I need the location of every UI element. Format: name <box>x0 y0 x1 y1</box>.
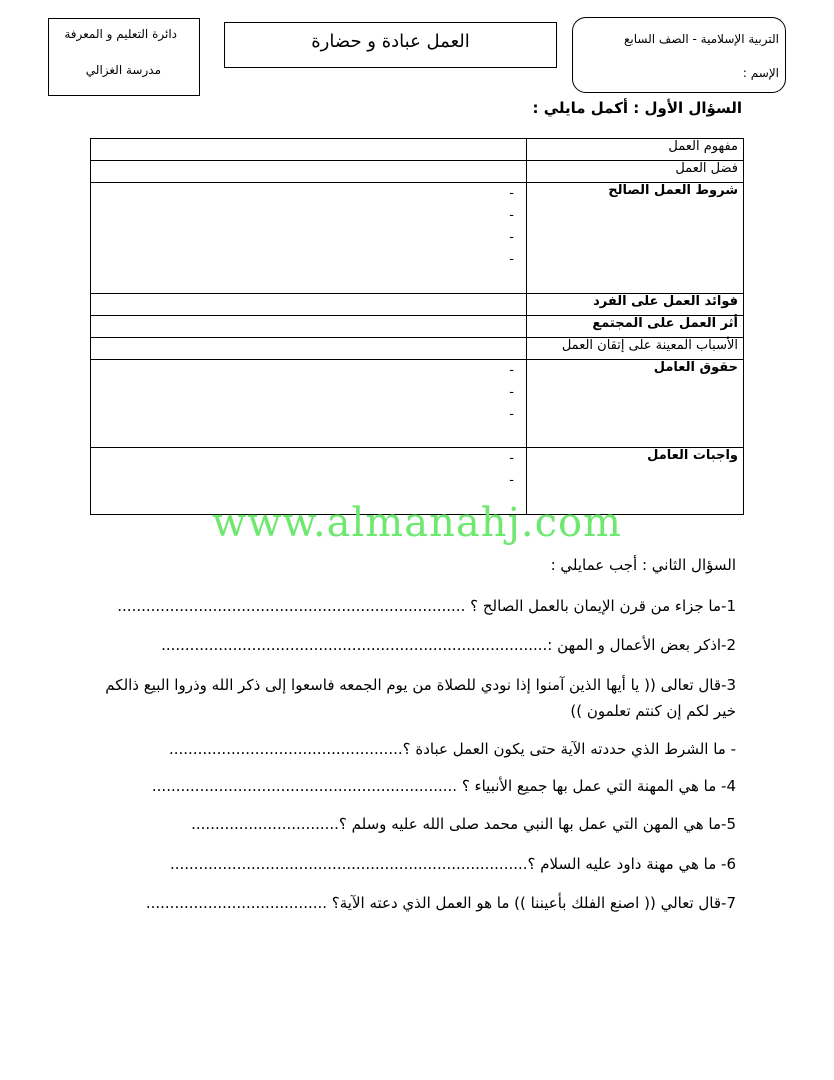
question-item: 5-ما هي المهن التي عمل بها النبي محمد صلى الله عليه وسلم ؟............................... <box>191 815 736 833</box>
answer-dash: - <box>509 208 514 223</box>
question-item: 1-ما جزاء من قرن الإيمان بالعمل الصالح ؟ ......................................................................... <box>117 597 736 615</box>
row-label: فوائد العمل على الفرد <box>527 294 744 316</box>
answer-dash: - <box>509 385 514 400</box>
answer-cell[interactable] <box>91 294 527 316</box>
row-label: أثر العمل على المجتمع <box>527 316 744 338</box>
school-box <box>48 18 200 96</box>
question-1-title: السؤال الأول : أكمل مايلي : <box>532 99 742 117</box>
title-box <box>224 22 557 68</box>
answer-cell[interactable] <box>91 316 527 338</box>
answer-cell[interactable] <box>91 161 527 183</box>
table-row <box>91 316 744 338</box>
completion-table <box>90 138 744 515</box>
answer-dash: - <box>509 363 514 378</box>
watermark: www.almanahj.com <box>211 500 622 546</box>
table-row <box>91 360 744 448</box>
student-info-box <box>572 17 786 93</box>
table-row <box>91 161 744 183</box>
table-row <box>91 183 744 294</box>
subject-grade: التربية الإسلامية - الصف السابع <box>624 32 779 46</box>
row-label: فضل العمل <box>527 161 744 183</box>
answer-dash: - <box>509 230 514 245</box>
school-name: مدرسة الغزالي <box>85 63 161 77</box>
answer-dash: - <box>509 451 514 466</box>
answer-dash: - <box>509 407 514 422</box>
table-row <box>91 139 744 161</box>
answer-cell[interactable] <box>91 139 527 161</box>
row-label: مفهوم العمل <box>527 139 744 161</box>
table-row <box>91 338 744 360</box>
question-item: 7-قال تعالي (( اصنع الفلك بأعيننا )) ما هو العمل الذي دعته الآية؟ ...................................... <box>145 894 736 912</box>
question-item: 6- ما هي مهنة داود عليه السلام ؟........................................................................... <box>169 855 736 873</box>
answer-cell[interactable] <box>91 338 527 360</box>
answer-dash: - <box>509 473 514 488</box>
answer-dash: - <box>509 252 514 267</box>
row-label: واجبات العامل <box>527 448 744 515</box>
answer-cell[interactable] <box>91 183 527 294</box>
question-item: 3-قال تعالى (( يا أيها الذين آمنوا إذا نودي للصلاة من يوم الجمعه فاسعوا إلى ذكر الله وذروا البيع ذالكم خير لكم إن كنتم تعلمون )) <box>105 676 736 720</box>
answer-cell[interactable] <box>91 360 527 448</box>
row-label: شروط العمل الصالح <box>527 183 744 294</box>
question-item: 2-اذكر بعض الأعمال و المهن :................................................................................. <box>161 636 736 654</box>
table-row <box>91 294 744 316</box>
answer-dash: - <box>509 186 514 201</box>
row-label: حقوق العامل <box>527 360 744 448</box>
question-item: 4- ما هي المهنة التي عمل بها جميع الأنبياء ؟ ................................................................ <box>151 777 736 795</box>
name-field-label: الإسم : <box>742 66 779 80</box>
page-title: العمل عبادة و حضارة <box>311 31 470 52</box>
question-2-title: السؤال الثاني : أجب عمايلي : <box>550 556 736 574</box>
department-name: دائرة التعليم و المعرفة <box>64 27 177 41</box>
question-sub-item: - ما الشرط الذي حددته الآية حتى يكون العمل عبادة ؟................................................. <box>168 740 736 758</box>
row-label: الأسباب المعينة على إتقان العمل <box>527 338 744 360</box>
